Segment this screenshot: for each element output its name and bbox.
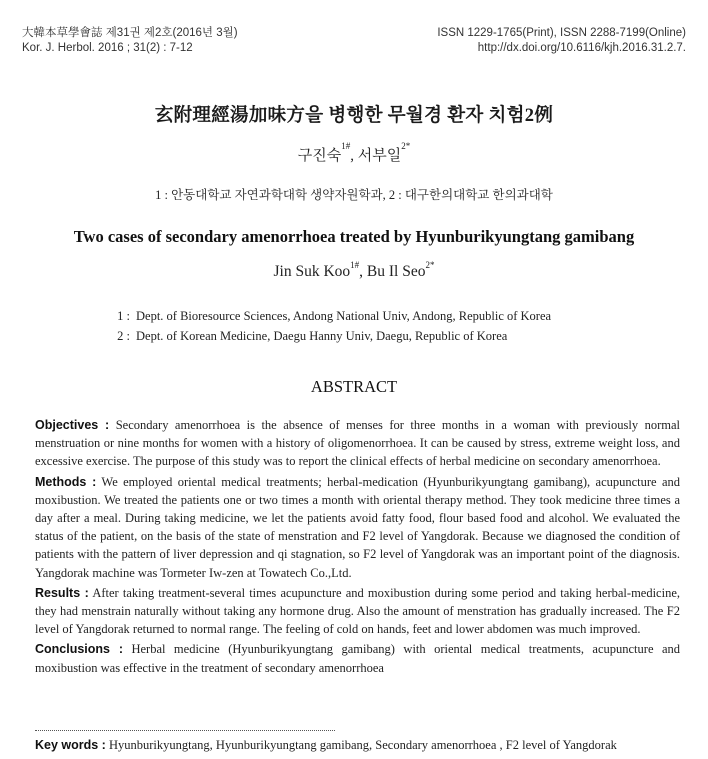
conclusions-text: Herbal medicine (Hyunburikyungtang gamibang) with oriental medical treatments, acupuncture and moxibustion was effective in the treatment of secondary amenorrhoea — [35, 642, 680, 675]
authors-english — [0, 260, 708, 281]
affiliations-english — [100, 306, 551, 346]
conclusions-label: Conclusions : — [35, 642, 123, 657]
author2-en: Bu Il Seo — [366, 263, 426, 280]
objectives-text: Secondary amenorrhoea is the absence of menses for three months in a woman with previously normal menstruation or nine months for women with a history of oligomenorrhoea. It can be caused by stress, extreme weight loss, and excessive exercise. The purpose of this study was to report the clinical effects of herbal medicine on secondary amenorrhoea. — [35, 418, 681, 469]
keywords-line — [35, 736, 680, 754]
affiliation-number: 1 : — [117, 309, 130, 323]
affiliation-number: 2 : — [117, 329, 130, 343]
results-text: After taking treatment-several times acupuncture and moxibustion during some period and taking herbal-medicine, they had menstrain naturally without taking any hormone drug. Also the amount of menstration has gradually increased. The F2 level of Yangdorak returned to normal range. The feeling of cold on hands, feet and lower abdomen was much improved. — [35, 585, 681, 637]
author-separator-en: , — [359, 263, 367, 280]
journal-header-right — [437, 26, 686, 56]
author2-ko-mark: 2* — [401, 141, 411, 151]
affiliation-row — [100, 326, 551, 346]
abstract-methods — [35, 473, 680, 582]
abstract-conclusions — [35, 640, 680, 676]
affiliation-text: Dept. of Korean Medicine, Daegu Hanny Univ, Daegu, Republic of Korea — [136, 329, 508, 343]
affiliation-row — [100, 306, 551, 326]
journal-header-left — [22, 26, 238, 56]
issn-line: ISSN 1229-1765(Print), ISSN 2288-7199(Online) — [437, 27, 686, 39]
author2-en-mark: 2* — [425, 260, 435, 270]
title-english: Two cases of secondary amenorrhoea treated by Hyunburikyungtang gamibang — [73, 227, 635, 246]
keywords-label: Key words : — [35, 738, 106, 752]
affiliation-text: Dept. of Bioresource Sciences, Andong National Univ, Andong, Republic of Korea — [136, 309, 552, 323]
authors-korean — [0, 141, 708, 165]
keywords-text: Hyunburikyungtang, Hyunburikyungtang gamibang, Secondary amenorrhoea , F2 level of Yangdorak — [108, 738, 617, 752]
results-label: Results : — [35, 585, 89, 600]
methods-text: We employed oriental medical treatments; herbal-medication (Hyunburikyungtang gamibang), acupuncture and moxibustion. We treated the patients one or two times a month with oriental therapy method. They took medicine three times a day after a meal. During taking medicine, we let the patients avoid fatty food, flour based food and alcohol. We evaluated the status of the patient, on the basis of the state of menstration and F2 level of Yangdorak. Because we diagnosed the condition of patients with the pattern of liver depression and qi stagnation, so F2 level of Yangdorak was an important point of the diagnosis. Yangdorak machine was Tormeter Iw-zen at Towatech Co.,Ltd. — [35, 474, 680, 580]
author-separator-ko: , — [350, 148, 358, 164]
doi-link[interactable]: http://dx.doi.org/10.6116/kjh.2016.31.2.7. — [477, 42, 686, 54]
author1-en: Jin Suk Koo — [273, 263, 351, 280]
author1-ko-mark: 1# — [341, 141, 351, 151]
keywords-divider — [35, 730, 335, 731]
title-korean: 玄附理經湯加味方을 병행한 무월경 환자 치험2例 — [154, 106, 554, 126]
methods-label: Methods : — [35, 474, 97, 489]
journal-citation-en: Kor. J. Herbol. 2016 ; 31(2) : 7-12 — [22, 42, 193, 54]
abstract-body — [35, 416, 680, 679]
objectives-label: Objectives : — [35, 418, 110, 432]
author1-en-mark: 1# — [350, 260, 360, 270]
author2-ko: 서부일 — [357, 148, 402, 164]
author1-ko: 구진숙 — [297, 148, 342, 164]
abstract-heading: ABSTRACT — [310, 377, 398, 396]
journal-name-ko: 大韓本草學會誌 제31권 제2호(2016년 3월) — [22, 27, 238, 39]
affiliation-korean: 1 : 안동대학교 자연과학대학 생약자원학과, 2 : 대구한의대학교 한의과대학 — [155, 188, 553, 202]
abstract-objectives — [35, 416, 680, 471]
abstract-results — [35, 584, 680, 639]
